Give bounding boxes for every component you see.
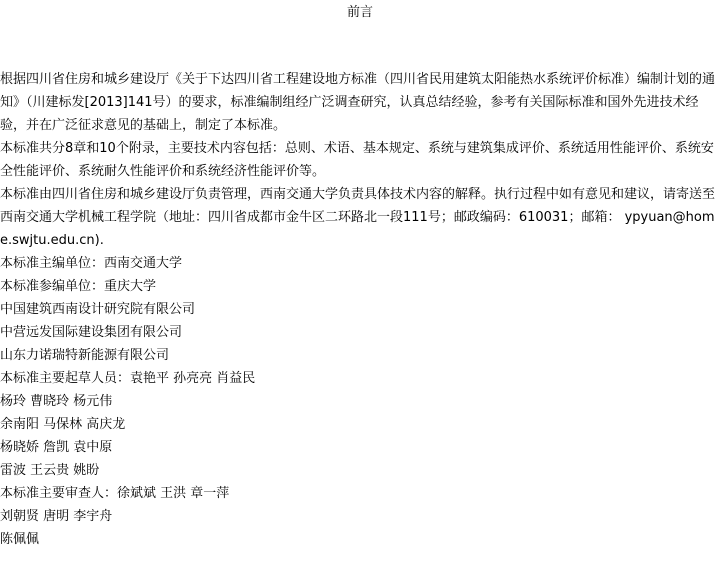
- participating-unit: 中营远发国际建设集团有限公司: [0, 325, 183, 340]
- drafters-line: 雷波 王云贵 姚盼: [0, 463, 100, 478]
- document-body: [0, 68, 716, 551]
- page-title: 前言: [346, 5, 373, 20]
- drafters-line: 杨晓娇 詹凯 袁中原: [0, 440, 113, 455]
- reviewers-line: 刘朝贤 唐明 李宇舟: [0, 509, 113, 524]
- paragraph-administration: 本标准由四川省住房和城乡建设厅负责管理，西南交通大学负责具体技术内容的解释。执行过程中如有意见和建议，请寄送至西南交通大学机械工程学院（地址：四川省成都市金牛区二环路北一段111号；邮政编码：610031；邮箱： ypyuan@home.swjtu.edu.cn).: [0, 187, 716, 248]
- paragraph-background: 根据四川省住房和城乡建设厅《关于下达四川省工程建设地方标准（四川省民用建筑太阳能热水系统评价标准）编制计划的通知》（川建标发[2013]141号）的要求，标准编制组经广泛调查研究，认真总结经验，参考有关国际标准和国外先进技术经验，并在广泛征求意见的基础上，制定了本标准。: [0, 72, 716, 133]
- drafters-line: 余南阳 马保林 高庆龙: [0, 417, 126, 432]
- drafters-line: 本标准主要起草人员：袁艳平 孙亮亮 肖益民: [0, 371, 256, 386]
- participating-unit: 山东力诺瑞特新能源有限公司: [0, 348, 170, 363]
- paragraph-contents: 本标准共分8章和10个附录，主要技术内容包括：总则、术语、基本规定、系统与建筑集成评价、系统适用性能评价、系统安全性能评价、系统耐久性能评价和系统经济性能评价等。: [0, 141, 714, 179]
- drafters-line: 杨玲 曹晓玲 杨元伟: [0, 394, 113, 409]
- reviewers-line: 本标准主要审查人：徐斌斌 王洪 章一萍: [0, 486, 230, 501]
- chief-editor-unit: 本标准主编单位：西南交通大学: [0, 256, 183, 271]
- reviewers-line: 陈佩佩: [0, 532, 40, 547]
- participating-unit: 中国建筑西南设计研究院有限公司: [0, 302, 196, 317]
- participating-unit: 本标准参编单位：重庆大学: [0, 279, 157, 294]
